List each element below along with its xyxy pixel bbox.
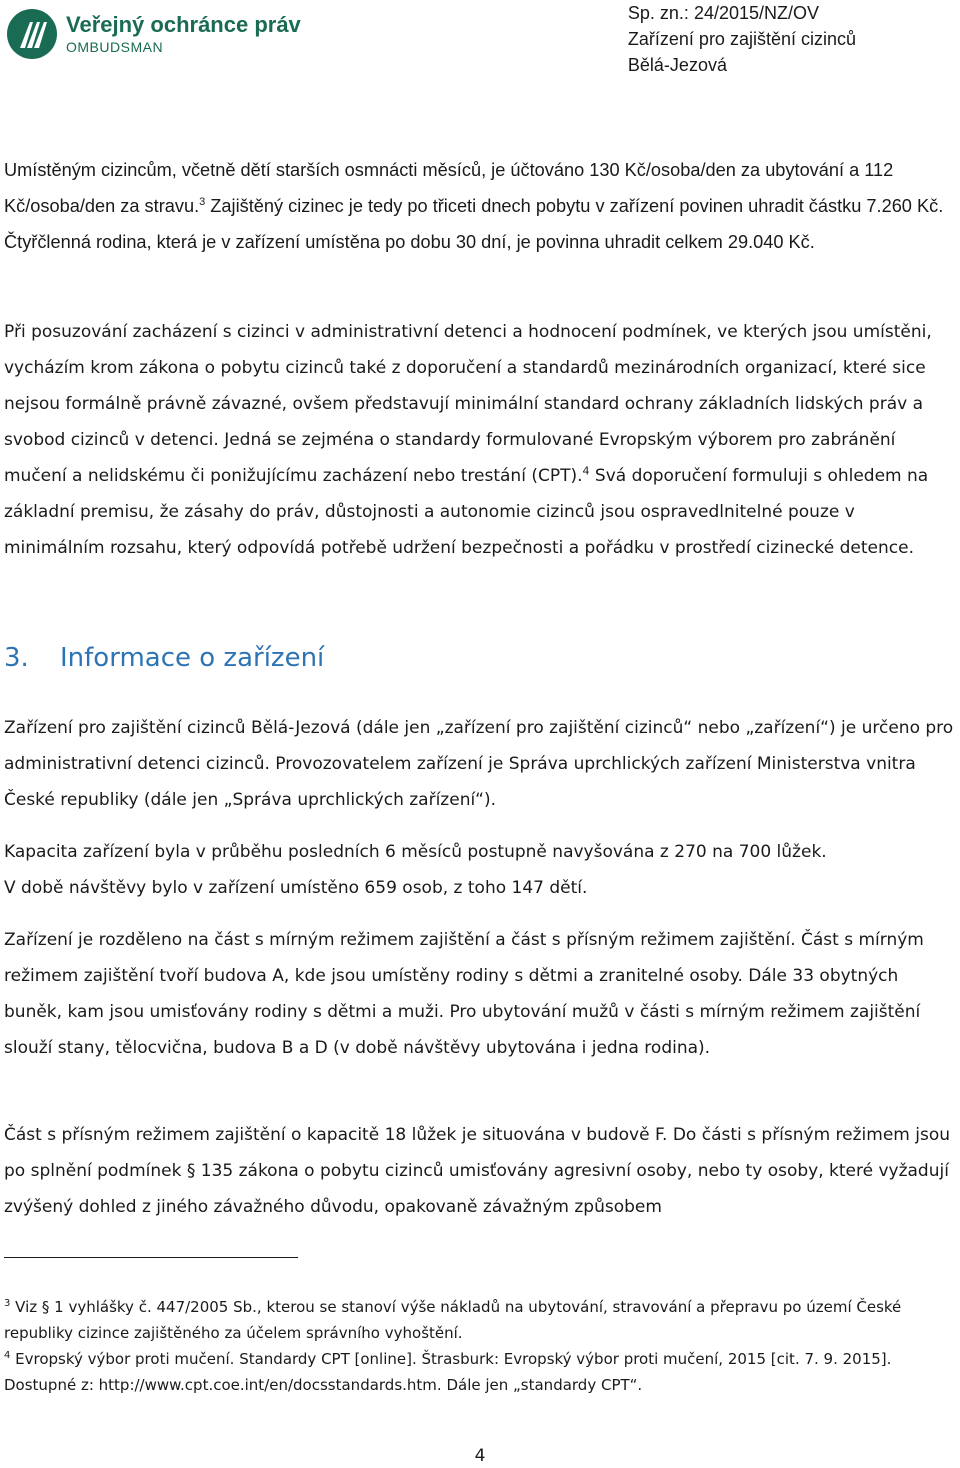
section-number: 3. [4, 643, 29, 673]
footnote-4 [4, 1346, 960, 1398]
paragraph-facility-info: Zařízení pro zajištění cizinců Bělá-Jezová (dále jen „zařízení pro zajištění cizinců“ nebo „zařízení“) je určeno pro administrativní detenci cizinců. Provozovatelem zařízení je Správa uprchlických zařízení Ministerstva vnitra České republiky (dále jen „Správa uprchlických zařízení“). [4, 718, 954, 810]
footnote-3-number: 3 [4, 1298, 11, 1309]
footnote-4-number: 4 [4, 1350, 11, 1361]
document-reference [628, 0, 856, 78]
logo-title: Veřejný ochránce práv [66, 12, 301, 37]
section-title: Informace o zařízení [60, 643, 325, 673]
ombudsman-logo [6, 8, 301, 60]
footnote-ref-3[interactable]: 3 [199, 195, 206, 208]
logo-subtitle: OMBUDSMAN [66, 39, 164, 55]
paragraph-standards-text-a: Při posuzování zacházení s cizinci v administrativní detenci a hodnocení podmínek, ve kterých jsou umístěni, vycházím krom zákona o pobytu cizinců také z doporučení a standardů mezinárodních organizací, které sice nejsou formálně právně závazné, ovšem představují minimální standard ochrany základních lidských práv a svobod cizinců v detenci. Jedná se zejména o standardy formulované Evropským výborem pro zabránění mučení a nelidskému či ponižujícímu zacházení nebo trestání (CPT). [4, 322, 932, 486]
paragraph-fees-text-b: Zajištěný cizinec je tedy po třiceti dnech pobytu v zařízení povinen uhradit částku 7.260 Kč. Čtyřčlenná rodina, která je v zařízení umístěna po dobu 30 dní, je povinna uhradit celkem 29.040 Kč. [4, 196, 944, 252]
footnote-4-text: Evropský výbor proti mučení. Standardy CPT [online]. Štrasburk: Evropský výbor proti mučení, 2015 [cit. 7. 9. 2015]. Dostupné z: http://www.cpt.coe.int/en/docsstandards.htm. Dále jen „standardy CPT“. [4, 1350, 892, 1394]
paragraph-strict-regime: Část s přísným režimem zajištění o kapacitě 18 lůžek je situována v budově F. Do části s přísným režimem jsou po splnění podmínek § 135 zákona o pobytu cizinců umisťovány agresivní osoby, nebo ty osoby, které vyžadují zvýšený dohled z jiného závažného důvodu, opakovaně závažným způsobem [4, 1125, 951, 1217]
footnote-3-text: Viz § 1 vyhlášky č. 447/2005 Sb., kterou se stanoví výše nákladů na ubytování, stravování a přepravu po území České republiky cizince zajištěného za účelem správního vyhoštění. [4, 1298, 902, 1342]
footnote-3 [4, 1294, 960, 1346]
paragraph-standards [4, 314, 960, 566]
capacity-line: Kapacita zařízení byla v průběhu posledních 6 měsíců postupně navyšována z 270 na 700 lůžek. [4, 842, 827, 862]
ombudsman-emblem-icon [6, 8, 58, 60]
facility-name: Zařízení pro zajištění cizinců [627, 29, 856, 49]
section-heading [4, 636, 324, 680]
paragraph-fees [4, 152, 960, 260]
reference-number: Sp. zn.: 24/2015/NZ/OV [627, 3, 820, 23]
occupancy-line: V době návštěvy bylo v zařízení umístěno 659 osob, z toho 147 dětí. [4, 878, 588, 898]
facility-location: Bělá-Jezová [627, 55, 727, 75]
paragraph-capacity [4, 834, 960, 906]
paragraph-fees-text-a: Umístěným cizincům, včetně dětí starších osmnácti měsíců, je účtováno 130 Kč/osoba/den za ubytování a 112 Kč/osoba/den za stravu. [4, 160, 894, 216]
paragraph-standards-text-b: Svá doporučení formuluji s ohledem na základní premisu, že zásahy do práv, důstojnosti a autonomie cizinců jsou ospravedlnitelné pouze v minimálním rozsahu, který odpovídá potřebě udržení bezpečnosti a pořádku v prostředí cizinecké detence. [4, 466, 929, 558]
page-number: 4 [474, 1446, 486, 1466]
paragraph-regime-division: Zařízení je rozděleno na část s mírným režimem zajištění a část s přísným režimem zajištění. Část s mírným režimem zajištění tvoří budova A, kde jsou umístěny rodiny s dětmi a zranitelné osoby. Dále 33 obytných buněk, kam jsou umisťovány rodiny s dětmi a muži. Pro ubytování mužů v části s mírným režimem zajištění slouží stany, tělocvična, budova B a D (v době návštěvy ubytována i jedna rodina). [4, 930, 924, 1058]
footnote-separator [4, 1257, 298, 1258]
footnote-ref-4[interactable]: 4 [582, 464, 590, 478]
